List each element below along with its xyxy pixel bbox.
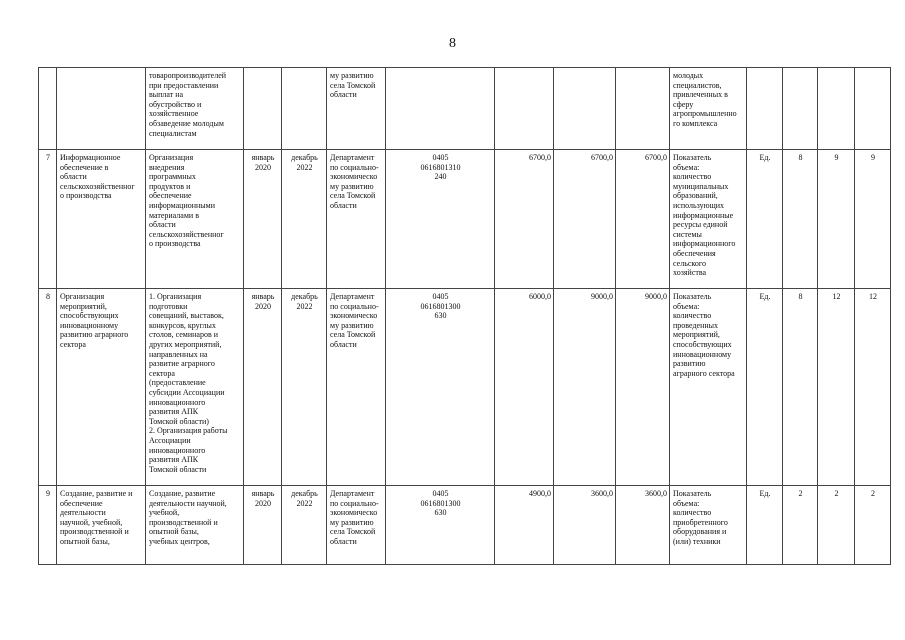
executor: Департамент по социально- экономическо му развитию села Томской области — [327, 289, 386, 486]
indicator-value-1: 2 — [783, 486, 818, 565]
amount-year-3: 9000,0 — [616, 289, 670, 486]
end-date — [282, 68, 327, 150]
indicator-value-1: 8 — [783, 289, 818, 486]
amount-year-2 — [554, 68, 616, 150]
table-row — [39, 150, 891, 289]
unit: Ед. — [747, 486, 783, 565]
end-date: декабрь 2022 — [282, 289, 327, 486]
amount-year-1 — [495, 68, 554, 150]
unit: Ед. — [747, 150, 783, 289]
indicator-value-3: 9 — [855, 150, 891, 289]
table-row — [39, 68, 891, 150]
activity-name: Организация мероприятий, способствующих инновационному развитию аграрного сектора — [57, 289, 146, 486]
amount-year-1: 6700,0 — [495, 150, 554, 289]
indicator: Показатель объема: количество приобретенного оборудования и (или) техники — [670, 486, 747, 565]
budget-code: 0405 0616801300 630 — [386, 289, 495, 486]
budget-code — [386, 68, 495, 150]
indicator-value-1: 8 — [783, 150, 818, 289]
indicator-value-2: 12 — [818, 289, 855, 486]
indicator-value-3: 12 — [855, 289, 891, 486]
table-row — [39, 486, 891, 565]
amount-year-1: 4900,0 — [495, 486, 554, 565]
row-number: 9 — [39, 486, 57, 565]
activity-description: Создание, развитие деятельности научной, учебной, производственной и опытной базы, учебных центров, — [146, 486, 244, 565]
amount-year-3: 6700,0 — [616, 150, 670, 289]
table-row — [39, 289, 891, 486]
executor: Департамент по социально- экономическо му развитию села Томской области — [327, 150, 386, 289]
start-date: январь 2020 — [244, 486, 282, 565]
amount-year-2: 3600,0 — [554, 486, 616, 565]
indicator-value-3: 2 — [855, 486, 891, 565]
budget-code: 0405 0616801310 240 — [386, 150, 495, 289]
amount-year-2: 6700,0 — [554, 150, 616, 289]
start-date: январь 2020 — [244, 289, 282, 486]
row-number: 8 — [39, 289, 57, 486]
unit: Ед. — [747, 289, 783, 486]
indicator: Показатель объема: количество муниципальных образований, использующих информационные ресурсы единой системы информационного обеспечения сельского хозяйства — [670, 150, 747, 289]
page-number: 8 — [449, 36, 456, 51]
activity-name: Создание, развитие и обеспечение деятельности научной, учебной, производственной и опытной базы, — [57, 486, 146, 565]
amount-year-2: 9000,0 — [554, 289, 616, 486]
indicator: Показатель объема: количество проведенных мероприятий, способствующих инновационному развитию аграрного сектора — [670, 289, 747, 486]
start-date — [244, 68, 282, 150]
amount-year-3 — [616, 68, 670, 150]
indicator-value-3 — [855, 68, 891, 150]
row-number — [39, 68, 57, 150]
indicator: молодых специалистов, привлеченных в сферу агропромышленно го комплекса — [670, 68, 747, 150]
amount-year-1: 6000,0 — [495, 289, 554, 486]
activity-description: товаропроизводителей при предоставлении выплат на обустройство и хозяйственное обзаведение молодым специалистам — [146, 68, 244, 150]
end-date: декабрь 2022 — [282, 150, 327, 289]
executor: му развитию села Томской области — [327, 68, 386, 150]
indicator-value-2: 2 — [818, 486, 855, 565]
executor: Департамент по социально- экономическо му развитию села Томской области — [327, 486, 386, 565]
indicator-value-2: 9 — [818, 150, 855, 289]
row-number: 7 — [39, 150, 57, 289]
budget-code: 0405 0616801300 630 — [386, 486, 495, 565]
indicator-value-1 — [783, 68, 818, 150]
amount-year-3: 3600,0 — [616, 486, 670, 565]
activity-name: Информационное обеспечение в области сельскохозяйственног о производства — [57, 150, 146, 289]
program-activities-table — [38, 67, 891, 565]
activity-description: 1. Организация подготовки совещаний, выставок, конкурсов, круглых столов, семинаров и других мероприятий, направленных на развитие аграрного сектора (предоставление субсидии Ассоциации инновационного развития АПК Томской области) 2. Организация работы Ассоциации инновационного развития АПК Томской области — [146, 289, 244, 486]
indicator-value-2 — [818, 68, 855, 150]
activity-name — [57, 68, 146, 150]
unit — [747, 68, 783, 150]
start-date: январь 2020 — [244, 150, 282, 289]
end-date: декабрь 2022 — [282, 486, 327, 565]
activity-description: Организация внедрения программных продуктов и обеспечение информационными материалами в области сельскохозяйственног о производства — [146, 150, 244, 289]
